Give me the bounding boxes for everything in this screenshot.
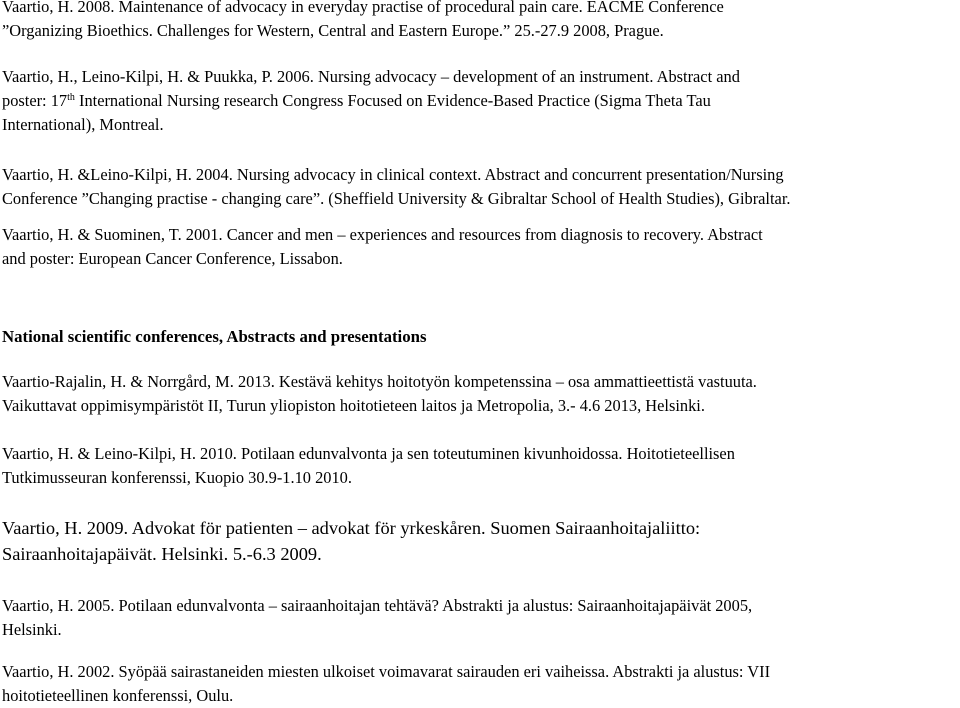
reference-line: Vaartio, H. 2008. Maintenance of advocacy in everyday practise of procedural pain care. EACME Conference bbox=[2, 0, 724, 16]
reference-line: Vaartio, H. 2009. Advokat för patienten – advokat för yrkeskåren. Suomen Sairaanhoitajaliitto: bbox=[2, 518, 701, 538]
reference-line: Vaartio, H. &Leino-Kilpi, H. 2004. Nursing advocacy in clinical context. Abstract and concurrent presentation/Nursing bbox=[2, 165, 784, 184]
reference-entry bbox=[2, 515, 700, 567]
reference-line: Tutkimusseuran konferenssi, Kuopio 30.9-1.10 2010. bbox=[2, 468, 352, 487]
section-heading: National scientific conferences, Abstracts and presentations bbox=[2, 327, 427, 346]
reference-entry bbox=[2, 65, 740, 137]
reference-line: Vaartio, H. & Leino-Kilpi, H. 2010. Potilaan edunvalvonta ja sen toteutuminen kivunhoidossa. Hoitotieteellisen bbox=[2, 444, 735, 463]
reference-entry bbox=[2, 660, 770, 708]
reference-entry bbox=[2, 442, 735, 490]
reference-line: Vaartio, H. 2005. Potilaan edunvalvonta – sairaanhoitajan tehtävä? Abstrakti ja alustus: Sairaanhoitajapäivät 2005, bbox=[2, 596, 753, 615]
reference-line bbox=[2, 89, 740, 113]
reference-entry bbox=[2, 0, 724, 43]
superscript: th bbox=[67, 92, 75, 103]
reference-line: International), Montreal. bbox=[2, 115, 164, 134]
reference-line: Sairaanhoitajapäivät. Helsinki. 5.-6.3 2009. bbox=[2, 544, 322, 564]
reference-line: Conference ”Changing practise - changing care”. (Sheffield University & Gibraltar School of Health Studies), Gibraltar. bbox=[2, 189, 791, 208]
reference-line: ”Organizing Bioethics. Challenges for Western, Central and Eastern Europe.” 25.-27.9 2008, Prague. bbox=[2, 21, 664, 40]
reference-entry bbox=[2, 594, 752, 642]
reference-line: hoitotieteellinen konferenssi, Oulu. bbox=[2, 686, 234, 705]
reference-entry bbox=[2, 223, 763, 271]
reference-line: Vaartio-Rajalin, H. & Norrgård, M. 2013. Kestävä kehitys hoitotyön kompetenssina – osa ammattieettistä vastuuta. bbox=[2, 372, 757, 391]
reference-text: poster: 17 bbox=[2, 91, 68, 110]
reference-entry bbox=[2, 370, 757, 418]
reference-line: Vaartio, H. 2002. Syöpää sairastaneiden miesten ulkoiset voimavarat sairauden eri vaiheissa. Abstrakti ja alustus: VII bbox=[2, 662, 771, 681]
reference-line: Vaartio, H. & Suominen, T. 2001. Cancer and men – experiences and resources from diagnosis to recovery. Abstract bbox=[2, 225, 763, 244]
reference-line: Vaikuttavat oppimisympäristöt II, Turun yliopiston hoitotieteen laitos ja Metropolia, 3.- 4.6 2013, Helsinki. bbox=[2, 396, 705, 415]
reference-line: and poster: European Cancer Conference, Lissabon. bbox=[2, 249, 343, 268]
reference-entry bbox=[2, 163, 790, 211]
reference-text: International Nursing research Congress Focused on Evidence-Based Practice (Sigma Theta Tau bbox=[74, 91, 711, 110]
reference-line: Helsinki. bbox=[2, 620, 62, 639]
reference-line: Vaartio, H., Leino-Kilpi, H. & Puukka, P. 2006. Nursing advocacy – development of an instrument. Abstract and bbox=[2, 67, 740, 86]
